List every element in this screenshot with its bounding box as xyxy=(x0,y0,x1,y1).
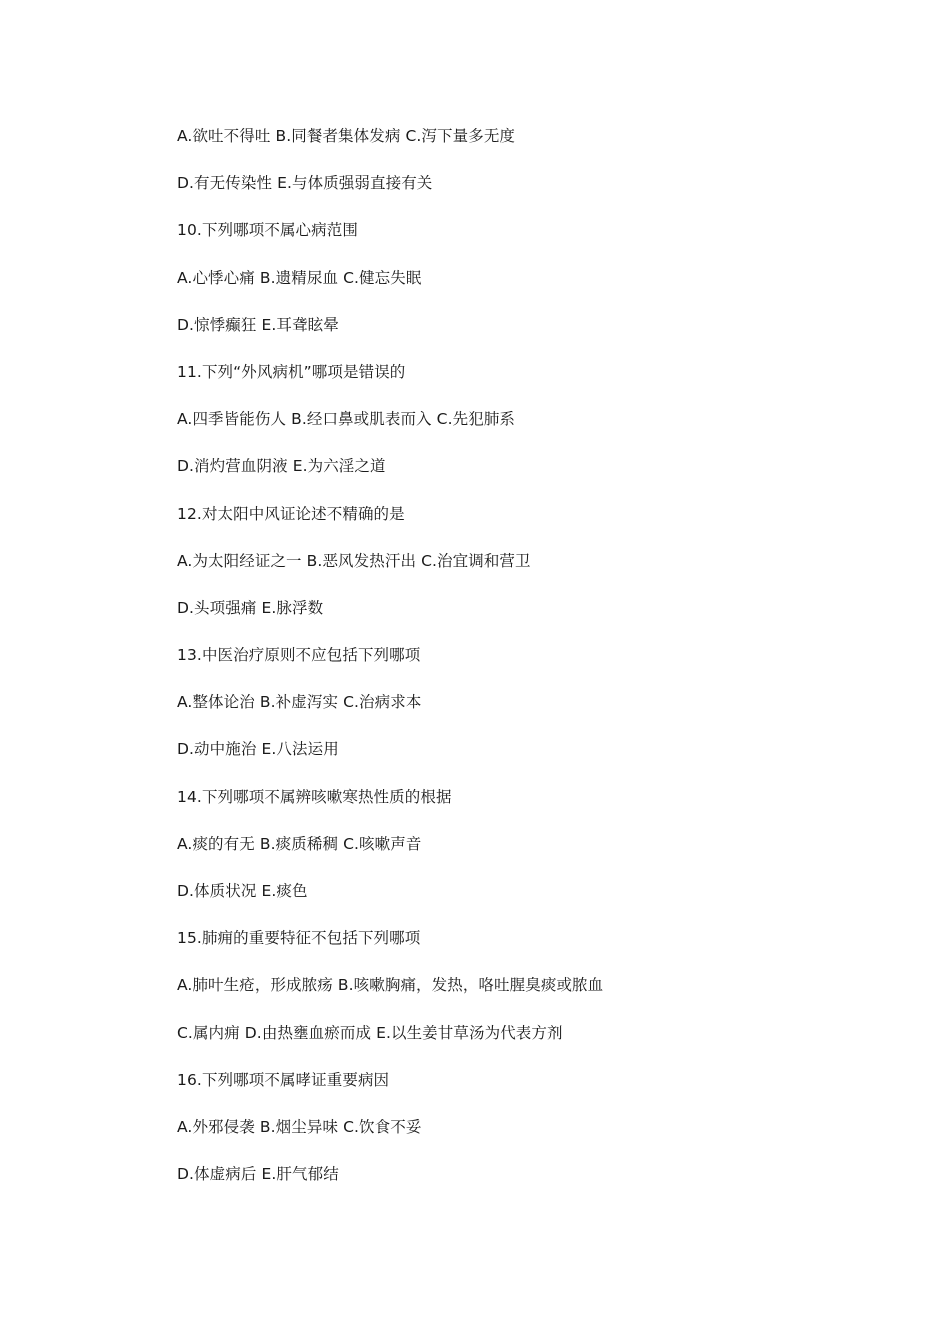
option-line: D.体质状况 E.痰色 xyxy=(177,882,308,900)
question-line: 14.下列哪项不属辨咳嗽寒热性质的根据 xyxy=(177,787,452,806)
option-line: D.有无传染性 E.与体质强弱直接有关 xyxy=(177,174,433,193)
question-list xyxy=(177,123,897,1208)
option-line: D.头项强痛 E.脉浮数 xyxy=(177,598,324,617)
option-line: C.属内痈 D.由热壅血瘀而成 E.以生姜甘草汤为代表方剂 xyxy=(177,1023,563,1042)
option-line: A.四季皆能伤人 B.经口鼻或肌表而入 C.先犯肺系 xyxy=(177,410,516,429)
question-line: 13.中医治疗原则不应包括下列哪项 xyxy=(177,646,421,665)
option-line: A.心悸心痛 B.遗精尿血 C.健忘失眠 xyxy=(177,268,422,287)
question-line: 10.下列哪项不属心病范围 xyxy=(177,221,358,240)
option-line: D.消灼营血阴液 E.为六淫之道 xyxy=(177,457,386,476)
option-line: A.肺叶生疮，形成脓疡 B.咳嗽胸痛，发热，咯吐腥臭痰或脓血 xyxy=(177,976,604,995)
question-line: 11.下列“外风病机”哪项是错误的 xyxy=(177,362,406,381)
option-line: A.外邪侵袭 B.烟尘异味 C.饮食不妥 xyxy=(177,1117,422,1136)
question-line: 16.下列哪项不属哮证重要病因 xyxy=(177,1070,390,1089)
option-line: D.动中施治 E.八法运用 xyxy=(177,740,339,759)
question-line: 15.肺痈的重要特征不包括下列哪项 xyxy=(177,929,421,948)
question-line: 12.对太阳中风证论述不精确的是 xyxy=(177,504,405,523)
option-line: A.欲吐不得吐 B.同餐者集体发病 C.泻下量多无度 xyxy=(177,127,516,145)
option-line: A.痰的有无 B.痰质稀稠 C.咳嗽声音 xyxy=(177,834,422,853)
option-line: D.惊悸癫狂 E.耳聋眩晕 xyxy=(177,315,339,334)
option-line: D.体虚病后 E.肝气郁结 xyxy=(177,1165,339,1184)
option-line: A.为太阳经证之一 B.恶风发热汗出 C.治宜调和营卫 xyxy=(177,551,531,570)
option-line: A.整体论治 B.补虚泻实 C.治病求本 xyxy=(177,693,422,712)
